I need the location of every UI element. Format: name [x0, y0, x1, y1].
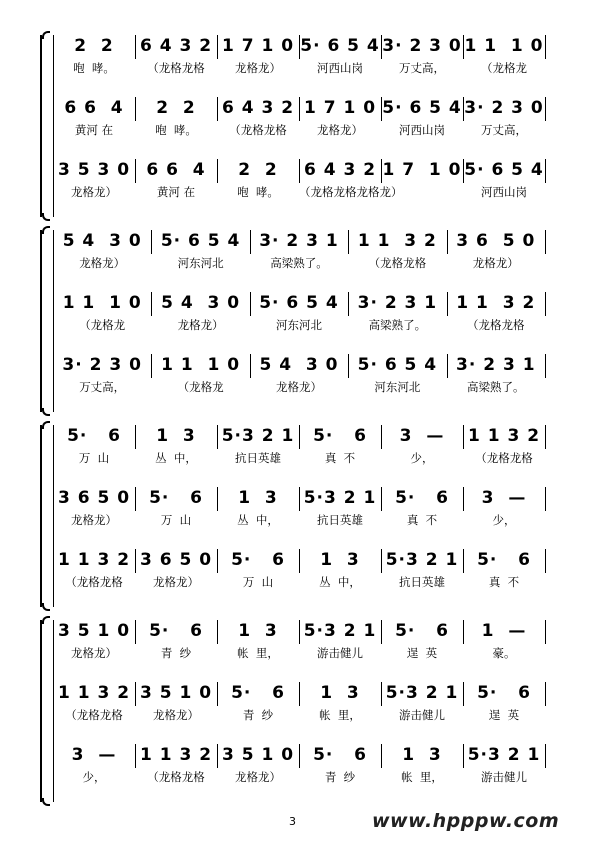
measure [151, 292, 249, 348]
measure-notes: 6 4 3 2 [139, 36, 213, 56]
measure [447, 354, 545, 410]
measure [217, 549, 299, 605]
measure-lyrics: 万丈高， [79, 380, 126, 394]
measure-lyrics: （龙格龙格 [467, 318, 525, 332]
measure [463, 97, 545, 153]
measure-notes: 1 3 [320, 550, 360, 570]
measure [135, 682, 217, 738]
measure-lyrics: （龙格龙格 [65, 708, 123, 722]
measure-lyrics: 少， [410, 451, 434, 465]
measure [53, 159, 135, 215]
measure-lyrics: 抗日英雄 [399, 575, 445, 589]
measure [348, 354, 446, 410]
measure-notes: 5·3 2 1 [467, 745, 541, 765]
measure-notes: 1 1 3 2 [57, 683, 131, 703]
barline [545, 159, 546, 183]
measure-lyrics: 万 山 [160, 513, 192, 527]
measure-notes: 1 3 [238, 621, 278, 641]
measure-lyrics: 真 不 [324, 451, 356, 465]
measure [53, 620, 135, 676]
measure-notes: 1 1 3 2 [357, 231, 437, 251]
measure-lyrics: 龙格龙） [235, 61, 281, 75]
measure-notes: 3 6 5 0 [139, 550, 213, 570]
measure-lyrics: 龙格龙） [71, 513, 117, 527]
measure-notes: 5· 6 5 4 [382, 98, 462, 118]
measure [381, 487, 463, 543]
measure [348, 230, 446, 286]
measure-lyrics: （龙格龙格 [65, 575, 123, 589]
measure-lyrics: 万丈高， [481, 123, 527, 137]
measure-lyrics: 龙格龙） [71, 185, 117, 199]
measure [381, 682, 463, 738]
measure-lyrics: 河西山岗 [481, 185, 527, 199]
measure-notes: 5·3 2 1 [303, 621, 377, 641]
measure [447, 292, 545, 348]
measure-notes: 3· 2 3 1 [456, 355, 536, 375]
measure [217, 744, 299, 800]
page-number: 3 [289, 815, 296, 828]
measure [135, 549, 217, 605]
measure-lyrics: 龙格龙） [472, 256, 519, 270]
measure-notes: 5· 6 [149, 488, 203, 508]
measure [299, 620, 381, 676]
measure [463, 425, 545, 481]
measure-lyrics: 抗日英雄 [317, 513, 363, 527]
measure-lyrics: 真 不 [406, 513, 438, 527]
measure-notes: 3 5 3 0 [57, 160, 131, 180]
measure-notes: 5·3 2 1 [385, 550, 459, 570]
measure-notes: 5 4 3 0 [259, 355, 339, 375]
measure-lyrics: 游击健儿 [399, 708, 445, 722]
measure-notes: 1 1 1 0 [62, 293, 142, 313]
measure [53, 35, 135, 91]
measure [217, 487, 299, 543]
measure-notes: 5·3 2 1 [385, 683, 459, 703]
measure [53, 487, 135, 543]
measure [53, 425, 135, 481]
measure-lyrics: 青 纱 [242, 708, 274, 722]
measure-notes: 5· 6 [477, 550, 531, 570]
measure [299, 744, 381, 800]
measure-notes: 5 4 3 0 [161, 293, 241, 313]
measure-lyrics: 咆 哮。 [155, 123, 197, 137]
measure [53, 292, 151, 348]
measure [217, 682, 299, 738]
measure-notes: 5· 6 [395, 621, 449, 641]
measure-lyrics: 万丈高， [399, 61, 445, 75]
measure-lyrics: 逞 英 [488, 708, 520, 722]
measure-notes: 5· 6 [231, 683, 285, 703]
measure-notes: 1 1 3 2 [456, 293, 536, 313]
system-bracket [40, 35, 52, 217]
measure [53, 744, 135, 800]
system-bracket [40, 230, 52, 412]
measure-notes: 1 3 [156, 426, 196, 446]
measure [53, 354, 151, 410]
measure [217, 159, 299, 215]
measure-lyrics: 高梁熟了。 [270, 256, 328, 270]
measure-lyrics: 帐 里， [237, 646, 279, 660]
measure-lyrics: 逞 英 [406, 646, 438, 660]
system-bracket [40, 620, 52, 802]
barline [545, 549, 546, 573]
measure-lyrics: 帐 里， [319, 708, 361, 722]
measure-lyrics: （龙格龙 [481, 61, 527, 75]
measure [53, 97, 135, 153]
measure [135, 744, 217, 800]
barline [545, 292, 546, 316]
measure-lyrics: 高梁熟了。 [368, 318, 427, 332]
measure [463, 682, 545, 738]
measure-notes: 1 3 [320, 683, 360, 703]
measure-notes: 2 2 [74, 36, 114, 56]
barline [545, 35, 546, 59]
measure [135, 620, 217, 676]
measure-lyrics: 河东河北 [177, 256, 224, 270]
barline [545, 354, 546, 378]
measure-notes: 5· 6 [67, 426, 121, 446]
measure-notes: 5· 6 [477, 683, 531, 703]
measure-notes: 5· 6 5 4 [464, 160, 544, 180]
barline [545, 682, 546, 706]
measure-notes: 1 1 1 0 [161, 355, 241, 375]
measure-notes: 1 7 1 0 [382, 160, 462, 180]
measure-notes: 3· 2 3 1 [259, 231, 339, 251]
measure [135, 425, 217, 481]
measure [217, 620, 299, 676]
barline [545, 487, 546, 511]
measure-lyrics: 青 纱 [324, 770, 356, 784]
measure [381, 425, 463, 481]
measure [299, 35, 381, 91]
measure [463, 487, 545, 543]
measure-lyrics: 黄河 在 [156, 185, 196, 199]
measure [135, 487, 217, 543]
measure-lyrics [381, 184, 463, 200]
barline [545, 97, 546, 121]
measure-lyrics: （龙格龙格 [147, 770, 205, 784]
measure-notes: 6 4 3 2 [303, 160, 377, 180]
measure-notes: 3· 2 3 0 [62, 355, 142, 375]
measure [299, 159, 403, 215]
barline [545, 425, 546, 449]
measure [381, 35, 463, 91]
measure-notes: 3 6 5 0 [57, 488, 131, 508]
barline [545, 230, 546, 254]
measure [250, 354, 348, 410]
measure-lyrics: 丛 中， [155, 451, 197, 465]
measure [381, 97, 463, 153]
measure-lyrics: 龙格龙） [153, 708, 199, 722]
measure-notes: 1 7 1 0 [221, 36, 295, 56]
measure-lyrics: 游击健儿 [481, 770, 527, 784]
measure [135, 159, 217, 215]
measure-notes: 1 1 3 2 [467, 426, 541, 446]
measure-notes: 3 5 1 0 [221, 745, 295, 765]
measure [53, 682, 135, 738]
measure [217, 425, 299, 481]
measure-lyrics: 高梁熟了。 [467, 380, 525, 394]
measure-notes: 3· 2 3 0 [382, 36, 462, 56]
measure [299, 425, 381, 481]
measure-lyrics: 游击健儿 [317, 646, 363, 660]
measure [348, 292, 446, 348]
measure-notes: 3 5 1 0 [57, 621, 131, 641]
measure [53, 549, 135, 605]
measure [463, 620, 545, 676]
measure-notes: 3 — [71, 745, 117, 765]
measure-lyrics: 丛 中， [319, 575, 361, 589]
measure-notes: 6 6 4 [64, 98, 124, 118]
measure-notes: 1 3 [238, 488, 278, 508]
measure-lyrics: 龙格龙） [177, 318, 224, 332]
measure-notes: 5· 6 [395, 488, 449, 508]
measure [381, 549, 463, 605]
measure-lyrics: （龙格龙格 [147, 61, 205, 75]
measure [135, 97, 217, 153]
measure-notes: 3 — [399, 426, 445, 446]
measure-lyrics: 抗日英雄 [235, 451, 281, 465]
measure-lyrics: 黄河 在 [74, 123, 114, 137]
measure-notes: 1 1 1 0 [464, 36, 544, 56]
measure-lyrics: 河东河北 [374, 380, 421, 394]
measure [299, 487, 381, 543]
system-bracket [40, 425, 52, 607]
measure-lyrics: （龙格龙格 [368, 256, 427, 270]
measure-notes: 5· 6 [313, 426, 367, 446]
measure-notes: 1 1 3 2 [57, 550, 131, 570]
measure-notes: 1 7 1 0 [303, 98, 377, 118]
measure-lyrics: （龙格龙格龙格龙） [299, 185, 403, 199]
measure-notes: 5· 6 5 4 [259, 293, 339, 313]
measure-notes: 2 2 [156, 98, 196, 118]
measure-lyrics: 咆 哮。 [237, 185, 279, 199]
measure-notes: 5· 6 [231, 550, 285, 570]
measure [217, 35, 299, 91]
measure-notes: 5· 6 [313, 745, 367, 765]
measure [299, 97, 381, 153]
measure-notes: 3· 2 3 0 [464, 98, 544, 118]
measure-lyrics: 万 山 [242, 575, 274, 589]
measure [299, 549, 381, 605]
measure [447, 230, 545, 286]
measure-lyrics: 河东河北 [275, 318, 322, 332]
watermark: www.hpppw.com [372, 810, 560, 832]
measure-notes: 1 1 3 2 [139, 745, 213, 765]
measure-notes: 1 3 [402, 745, 442, 765]
measure [250, 292, 348, 348]
barline [545, 744, 546, 768]
measure-lyrics: （龙格龙 [79, 318, 126, 332]
measure [299, 682, 381, 738]
measure-notes: 5· 6 5 4 [300, 36, 380, 56]
measure-lyrics: 豪。 [492, 646, 516, 660]
measure-lyrics: （龙格龙格 [229, 123, 287, 137]
measure-notes: 3· 2 3 1 [357, 293, 438, 313]
measure [53, 230, 151, 286]
measure [381, 159, 463, 215]
measure-notes: 2 2 [238, 160, 278, 180]
measure-notes: 6 4 3 2 [221, 98, 295, 118]
measure [217, 97, 299, 153]
measure [463, 35, 545, 91]
measure-notes: 3 5 1 0 [139, 683, 213, 703]
measure-notes: 5·3 2 1 [221, 426, 295, 446]
measure-lyrics: 龙格龙） [79, 256, 126, 270]
measure-notes: 3 — [481, 488, 527, 508]
measure-lyrics: 帐 里， [401, 770, 443, 784]
measure [151, 354, 249, 410]
measure-lyrics: 龙格龙） [275, 380, 322, 394]
barline [545, 620, 546, 644]
measure-lyrics: 少， [82, 770, 106, 784]
measure-lyrics: 龙格龙） [71, 646, 117, 660]
measure-lyrics: 青 纱 [160, 646, 192, 660]
measure-lyrics: 万 山 [78, 451, 110, 465]
measure-lyrics: 龙格龙） [153, 575, 199, 589]
measure-notes: 5· 6 5 4 [160, 231, 241, 251]
measure-notes: 5·3 2 1 [303, 488, 377, 508]
measure-notes: 1 — [481, 621, 527, 641]
measure [463, 159, 545, 215]
measure [250, 230, 348, 286]
measure-lyrics: 河西山岗 [317, 61, 363, 75]
measure-notes: 5· 6 [149, 621, 203, 641]
measure [135, 35, 217, 91]
measure-lyrics: 少， [492, 513, 516, 527]
measure-lyrics: 丛 中， [237, 513, 279, 527]
measure-notes: 6 6 4 [146, 160, 206, 180]
measure-notes: 5 4 3 0 [62, 231, 142, 251]
measure-lyrics: 龙格龙） [317, 123, 363, 137]
measure [381, 620, 463, 676]
measure-lyrics: 龙格龙） [235, 770, 281, 784]
measure-lyrics: 河西山岗 [399, 123, 445, 137]
measure [463, 549, 545, 605]
measure-notes: 5· 6 5 4 [357, 355, 438, 375]
measure-lyrics: 真 不 [488, 575, 520, 589]
measure-lyrics: （龙格龙格 [475, 451, 533, 465]
measure-lyrics: （龙格龙 [177, 380, 224, 394]
measure-lyrics: 咆 哮。 [73, 61, 115, 75]
measure [381, 744, 463, 800]
measure [151, 230, 249, 286]
measure [463, 744, 545, 800]
measure-notes: 3 6 5 0 [456, 231, 536, 251]
